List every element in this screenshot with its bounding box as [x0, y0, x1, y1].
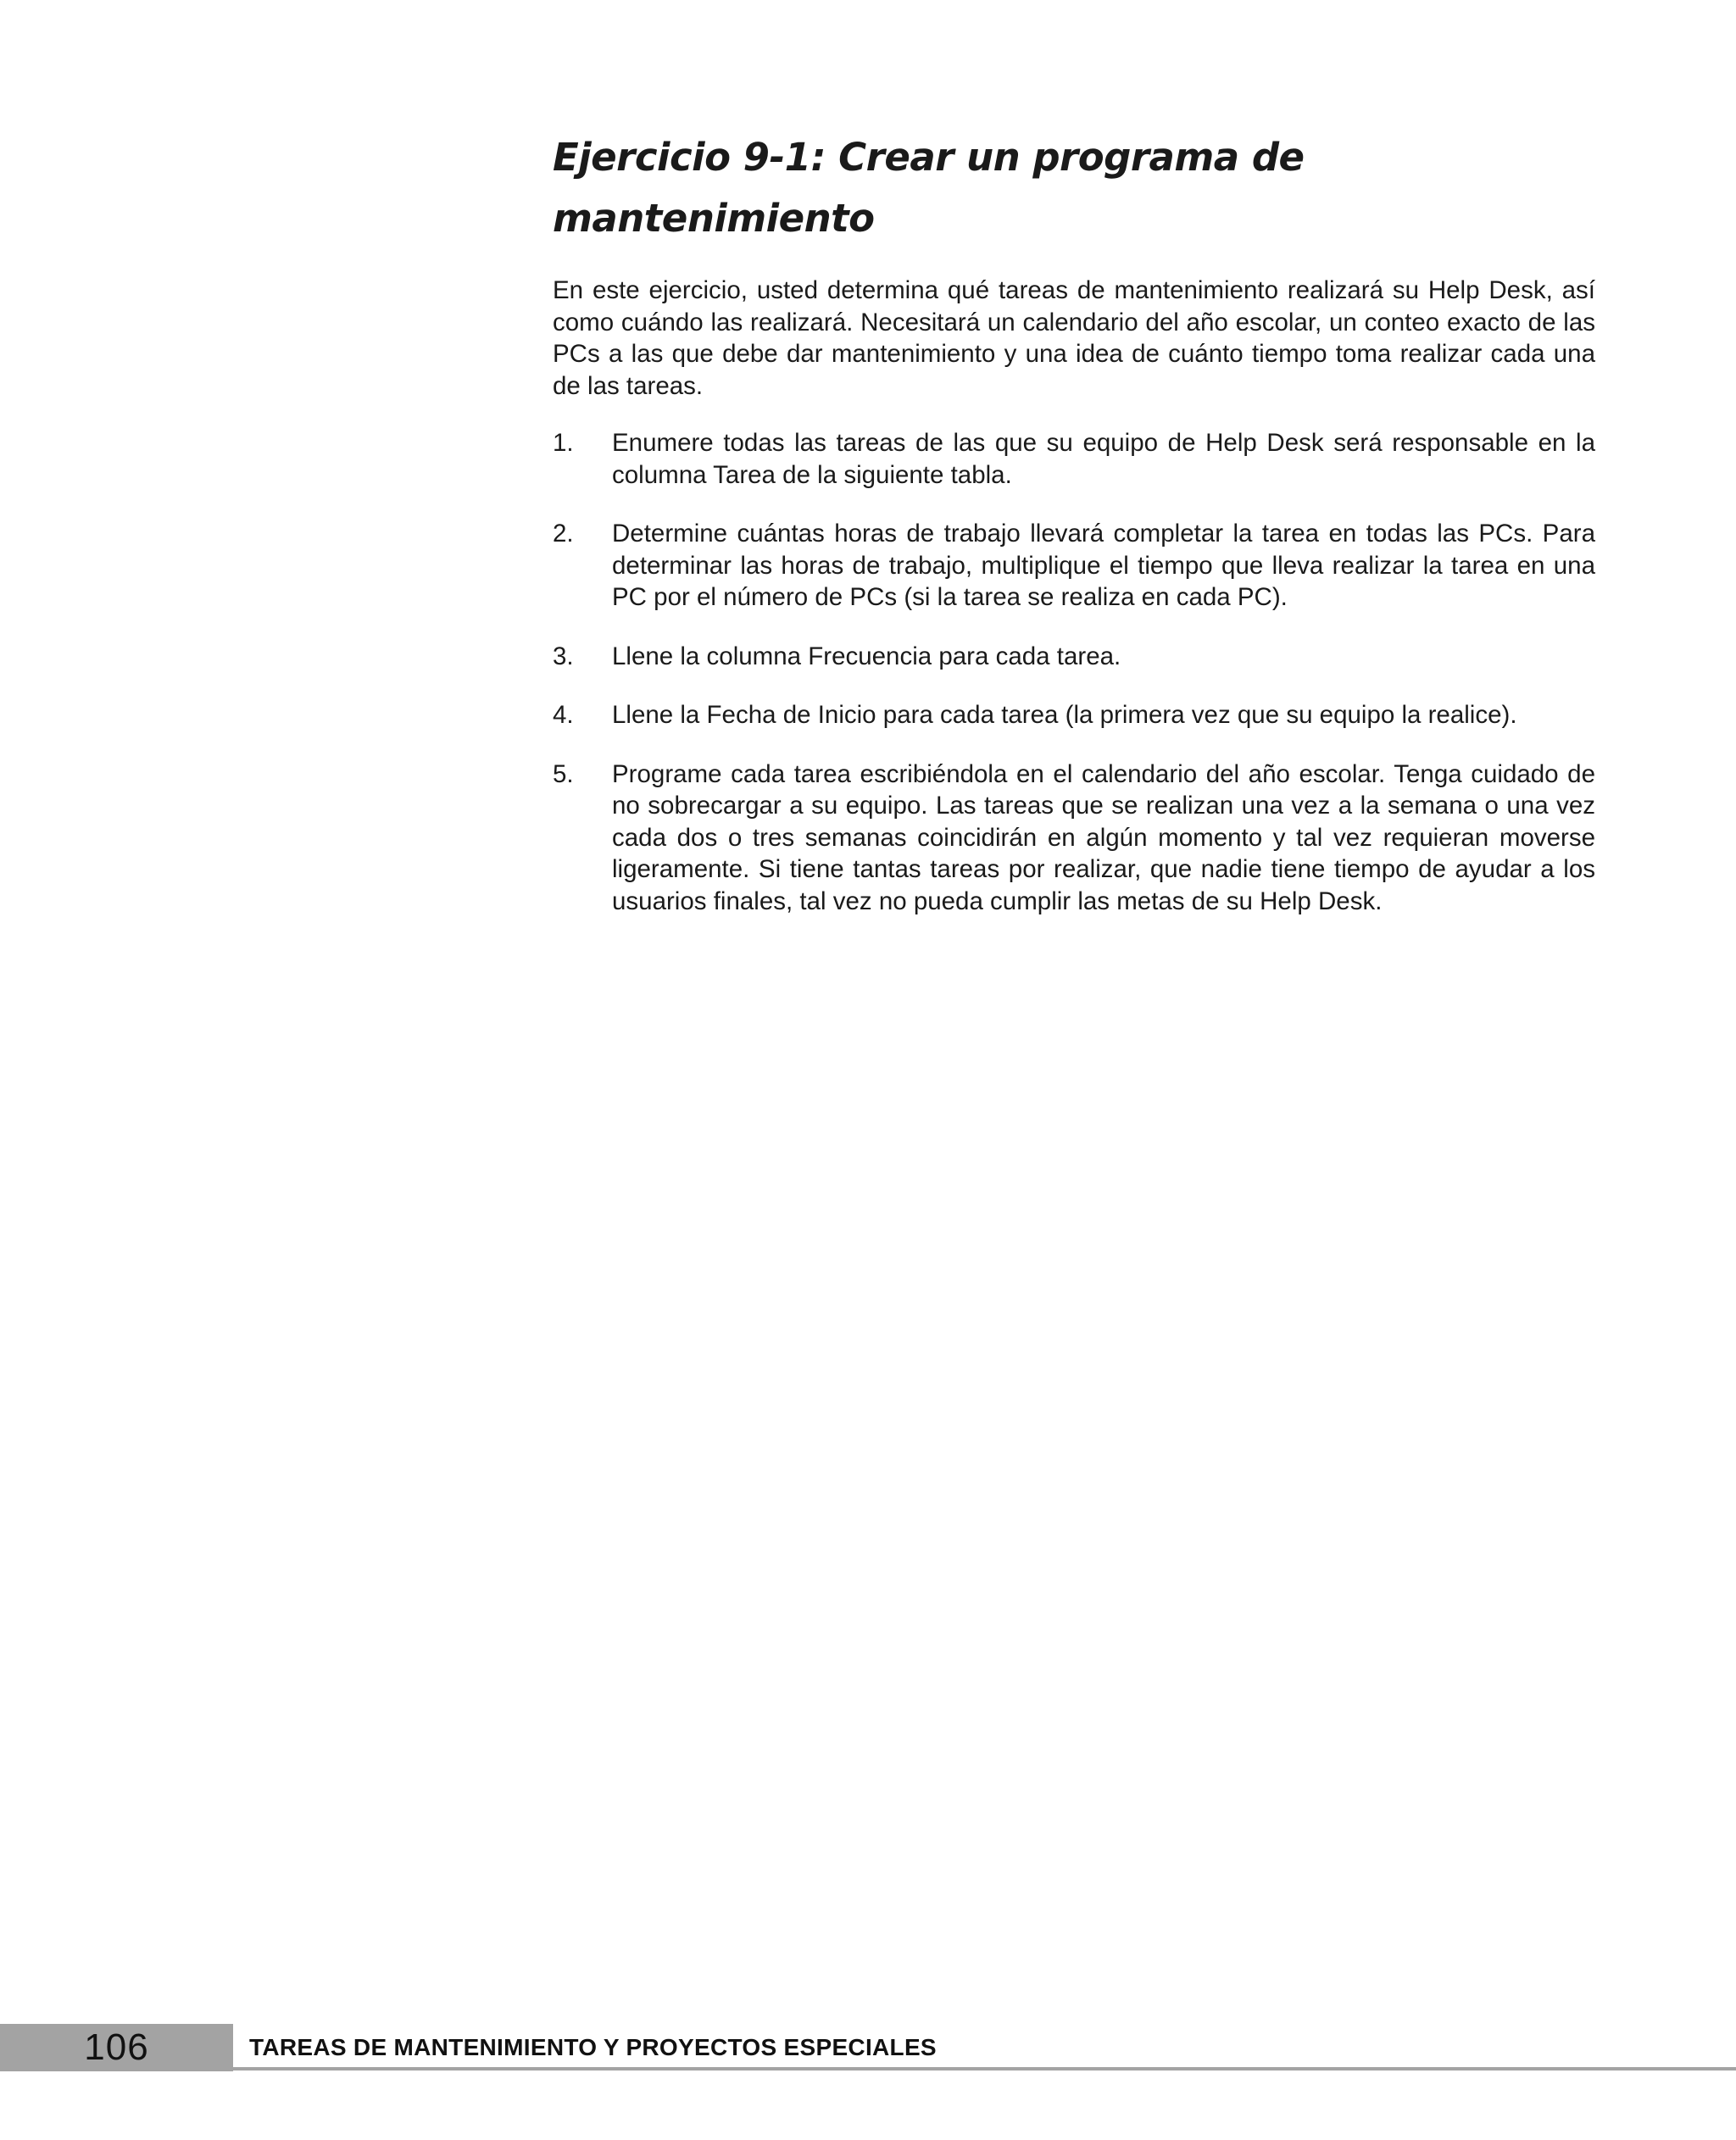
step-number: 1. — [553, 429, 574, 457]
list-item — [553, 759, 1595, 918]
steps-list — [553, 427, 1595, 917]
exercise-content — [553, 127, 1595, 944]
list-item — [553, 518, 1595, 614]
step-text: Determine cuántas horas de trabajo llevará completar la tarea en todas las PCs. Para determinar las horas de trabajo, multiplique el tiempo que lleva realizar la tarea en una PC por el número de PCs (si la tarea se realiza en cada PC). — [612, 520, 1595, 611]
page-number: 106 — [84, 2026, 149, 2068]
exercise-intro: En este ejercicio, usted determina qué tareas de mantenimiento realizará su Help Desk, así como cuándo las realizará. Necesitará un calendario del año escolar, un conteo exacto de las PCs a las que debe dar mantenimiento y una idea de cuánto tiempo toma realizar cada una de las tareas. — [553, 276, 1595, 400]
step-text: Enumere todas las tareas de las que su equipo de Help Desk será responsable en la columna Tarea de la siguiente tabla. — [612, 429, 1595, 489]
step-text: Programe cada tarea escribiéndola en el calendario del año escolar. Tenga cuidado de no sobrecargar a su equipo. Las tareas que se realizan una vez a la semana o una vez cada dos o tres semanas coincidirán en algún momento y tal vez requieran moverse ligeramente. Si tiene tantas tareas por realizar, que nadie tiene tiempo de ayudar a los usuarios finales, tal vez no pueda cumplir las metas de su Help Desk. — [612, 759, 1595, 915]
list-item — [553, 427, 1595, 491]
step-number: 3. — [553, 642, 574, 670]
exercise-title: Ejercicio 9-1: Crear un programa de mantenimiento — [553, 135, 1305, 241]
step-text: Llene la Fecha de Inicio para cada tarea (la primera vez que su equipo la realice). — [612, 701, 1517, 729]
list-item — [553, 699, 1595, 731]
list-item — [553, 641, 1595, 673]
step-text: Llene la columna Frecuencia para cada tarea. — [612, 642, 1121, 670]
step-number: 2. — [553, 520, 574, 548]
footer-divider — [233, 2067, 1736, 2071]
running-section-title: TAREAS DE MANTENIMIENTO Y PROYECTOS ESPECIALES — [249, 2034, 937, 2060]
page-footer — [0, 2024, 1736, 2071]
step-number: 5. — [553, 759, 574, 788]
step-number: 4. — [553, 701, 574, 729]
